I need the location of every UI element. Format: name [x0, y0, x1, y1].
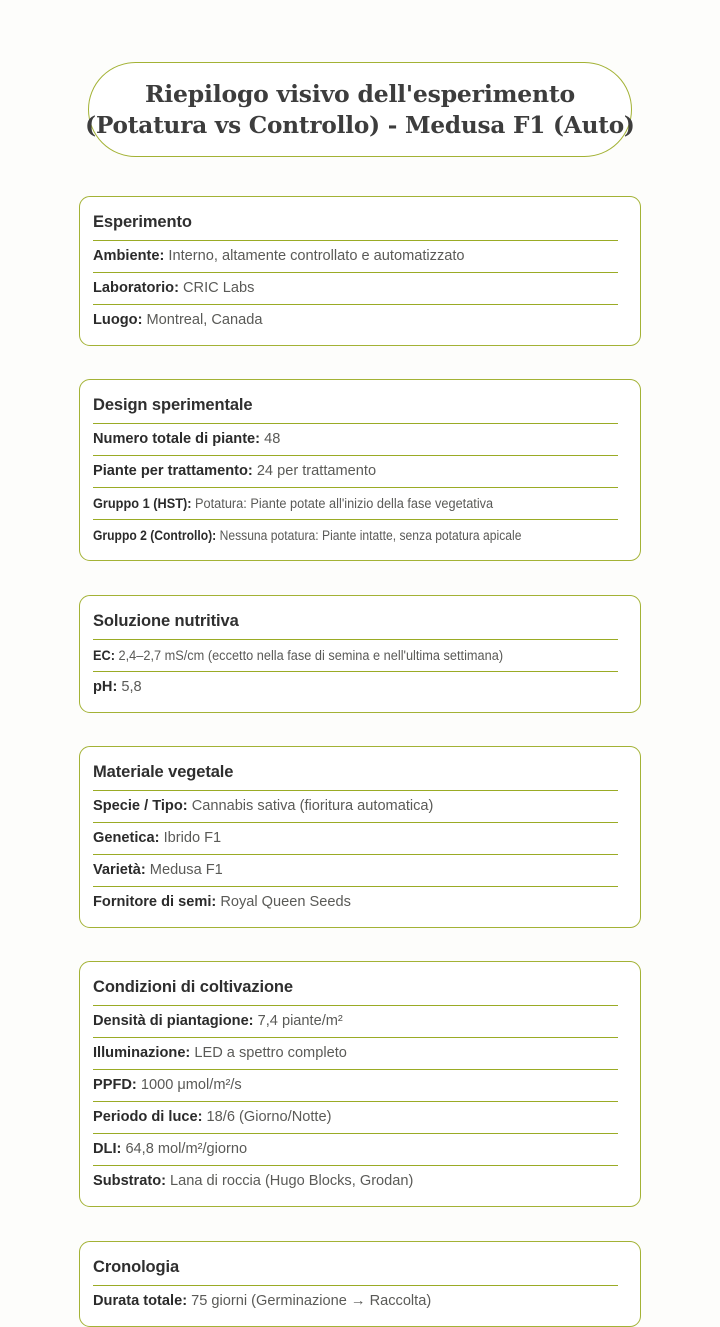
row-label: EC:	[93, 647, 115, 663]
row-label: Numero totale di piante:	[93, 431, 261, 447]
info-row	[93, 488, 618, 520]
row-value: Potatura: Piante potate all'inizio della fase vegetativa	[195, 495, 494, 511]
cards-container	[0, 196, 720, 1327]
row-value: Montreal, Canada	[146, 312, 263, 328]
row-value: Interno, altamente controllato e automatizzato	[168, 248, 465, 264]
row-value: Royal Queen Seeds	[220, 894, 351, 910]
info-row	[93, 1166, 618, 1197]
row-value: Nessuna potatura: Piante intatte, senza potatura apicale	[219, 527, 522, 543]
row-value: Medusa F1	[149, 862, 223, 878]
row-label: Gruppo 2 (Controllo):	[93, 527, 217, 543]
info-row	[93, 855, 618, 887]
info-row	[93, 1006, 618, 1038]
page-title-line-1: Riepilogo visivo dell'esperimento	[144, 79, 576, 108]
card-condizioni-di-coltivazione	[79, 961, 641, 1207]
row-value: 7,4 piante/m²	[257, 1013, 343, 1029]
info-row	[93, 1134, 618, 1166]
info-row	[93, 823, 618, 855]
info-row	[93, 241, 618, 273]
row-label: PPFD:	[93, 1077, 137, 1093]
row-value: LED a spettro completo	[194, 1045, 347, 1061]
info-row	[93, 791, 618, 823]
card-title: Esperimento	[93, 206, 618, 241]
row-label: Durata totale:	[93, 1293, 188, 1309]
card-title: Design sperimentale	[93, 389, 618, 424]
row-value: CRIC Labs	[183, 280, 255, 296]
info-row	[93, 520, 618, 551]
info-row	[93, 640, 618, 672]
row-label: Laboratorio:	[93, 280, 179, 296]
row-value: 24 per trattamento	[256, 463, 377, 479]
row-value: 2,4–2,7 mS/cm (eccetto nella fase di semina e nell'ultima settimana)	[118, 647, 504, 663]
row-label: Periodo di luce:	[93, 1109, 203, 1125]
row-value: Cannabis sativa (fioritura automatica)	[191, 798, 434, 814]
info-row	[93, 1286, 618, 1317]
row-label: Piante per trattamento:	[93, 463, 253, 479]
row-label: Fornitore di semi:	[93, 894, 217, 910]
row-label: Luogo:	[93, 312, 143, 328]
row-label: Gruppo 1 (HST):	[93, 495, 192, 511]
title-pill	[85, 62, 635, 157]
card-design-sperimentale	[79, 379, 641, 561]
card-title: Materiale vegetale	[93, 756, 618, 791]
info-row	[93, 456, 618, 488]
row-value: 5,8	[121, 679, 142, 695]
row-label: Varietà:	[93, 862, 146, 878]
card-title: Soluzione nutritiva	[93, 605, 618, 640]
title-section	[0, 0, 720, 157]
row-value: Lana di roccia (Hugo Blocks, Grodan)	[170, 1173, 414, 1189]
card-materiale-vegetale	[79, 746, 641, 928]
info-row	[93, 273, 618, 305]
row-value: 18/6 (Giorno/Notte)	[206, 1109, 332, 1125]
info-row	[93, 424, 618, 456]
card-title: Cronologia	[93, 1251, 618, 1286]
info-row	[93, 887, 618, 918]
card-esperimento	[79, 196, 641, 346]
info-row	[93, 1070, 618, 1102]
row-label: Illuminazione:	[93, 1045, 191, 1061]
row-label: Ambiente:	[93, 248, 165, 264]
row-value: Ibrido F1	[163, 830, 222, 846]
row-value: 48	[264, 431, 281, 447]
row-value: 75 giorni (Germinazione → Raccolta)	[191, 1293, 432, 1309]
card-cronologia	[79, 1241, 641, 1327]
row-label: Densità di piantagione:	[93, 1013, 254, 1029]
info-row	[93, 305, 618, 336]
card-title: Condizioni di coltivazione	[93, 971, 618, 1006]
info-row	[93, 672, 618, 703]
row-label: pH:	[93, 679, 118, 695]
row-label: Specie / Tipo:	[93, 798, 188, 814]
row-label: Substrato:	[93, 1173, 166, 1189]
row-label: DLI:	[93, 1141, 122, 1157]
row-value: 1000 μmol/m²/s	[140, 1077, 242, 1093]
row-label: Genetica:	[93, 830, 160, 846]
info-row	[93, 1038, 618, 1070]
info-row	[93, 1102, 618, 1134]
card-soluzione-nutritiva	[79, 595, 641, 713]
row-value: 64,8 mol/m²/giorno	[125, 1141, 248, 1157]
page-title-line-2: (Potatura vs Controllo) - Medusa F1 (Auto)	[85, 110, 635, 139]
